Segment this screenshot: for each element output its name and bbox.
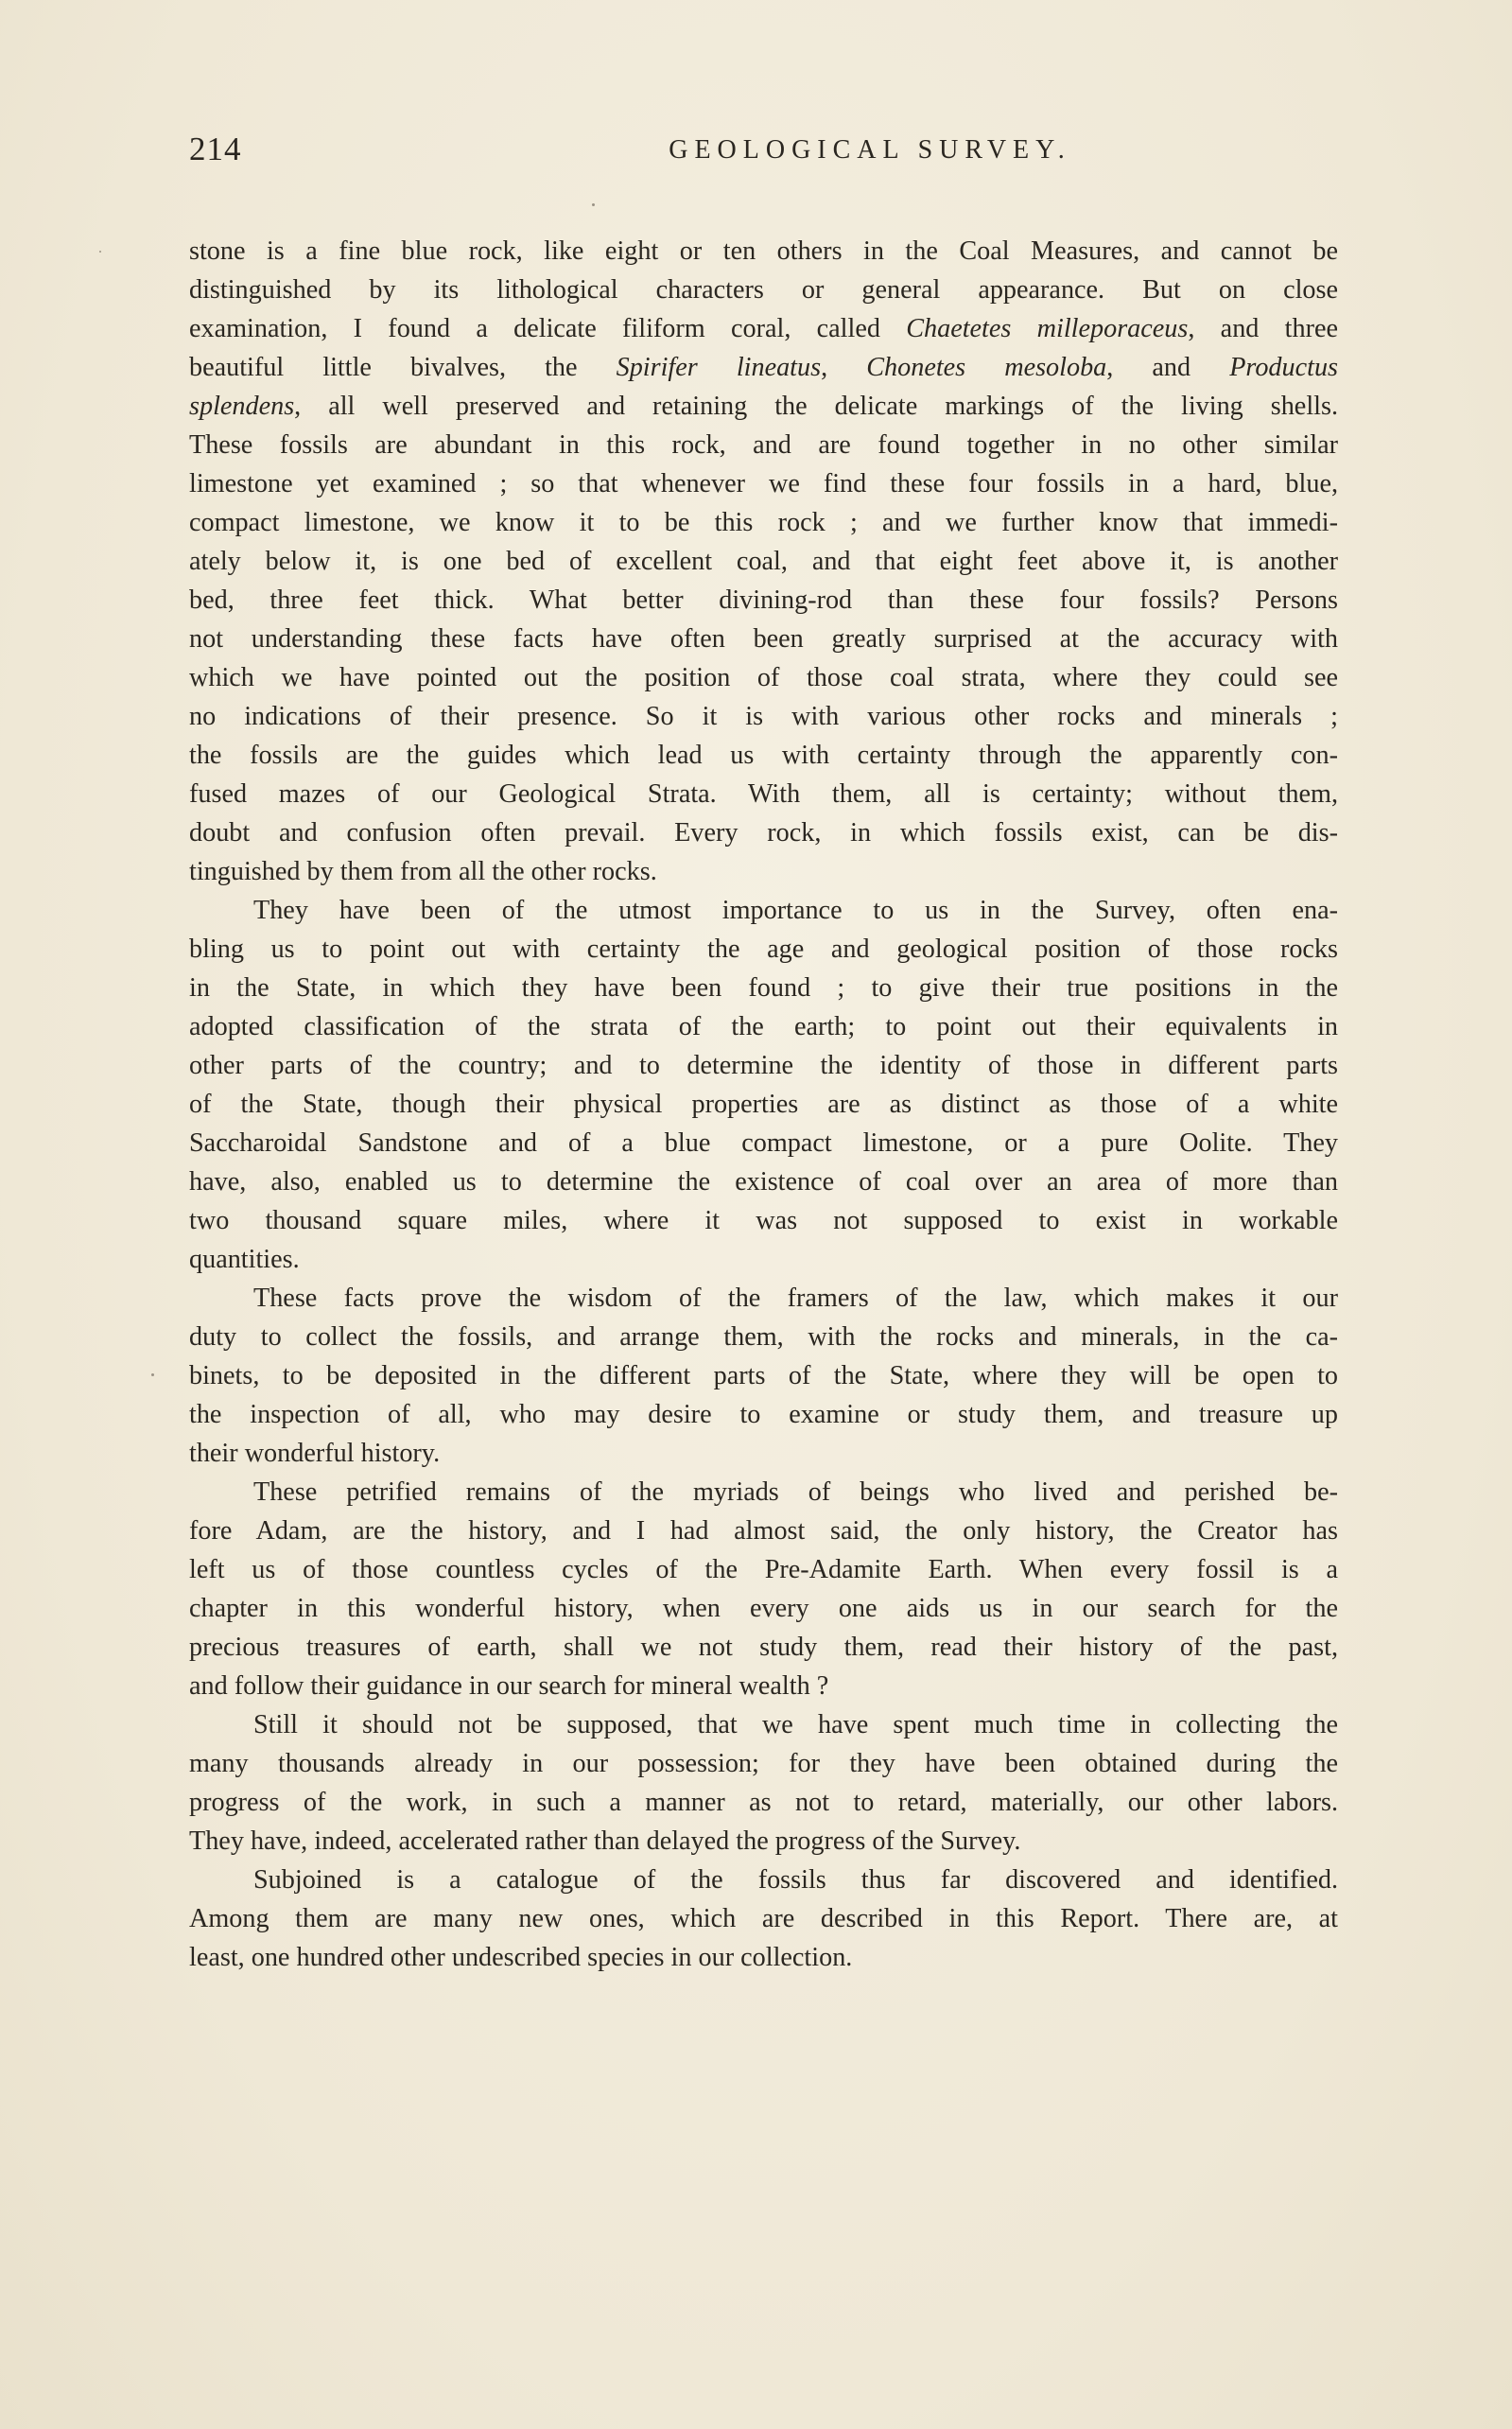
text-line: two thousand square miles, where it was not supposed to exist in workable (189, 1206, 1338, 1235)
text-line: examination, I found a delicate filiform coral, called Chaetetes milleporaceus, and three (189, 314, 1338, 343)
paragraph (189, 1861, 1338, 1977)
text-line: binets, to be deposited in the different parts of the State, where they will be open to (189, 1361, 1338, 1390)
text-line: compact limestone, we know it to be this rock ; and we further know that immedi- (189, 508, 1338, 537)
text-line: which we have pointed out the position of those coal strata, where they could see (189, 663, 1338, 692)
text-line: the fossils are the guides which lead us with certainty through the apparently con- (189, 741, 1338, 770)
text-line: quantities. (189, 1245, 300, 1274)
text-line: other parts of the country; and to determine the identity of those in different parts (189, 1051, 1338, 1080)
text-line: and follow their guidance in our search for mineral wealth ? (189, 1671, 829, 1701)
text-line: Subjoined is a catalogue of the fossils thus far discovered and identified. (253, 1865, 1338, 1895)
text-line: fused mazes of our Geological Strata. With them, all is certainty; without them, (189, 779, 1338, 809)
text-line: doubt and confusion often prevail. Every rock, in which fossils exist, can be dis- (189, 818, 1338, 848)
text-line: distinguished by its lithological characters or general appearance. But on close (189, 275, 1338, 305)
text-line: They have been of the utmost importance to us in the Survey, often ena- (253, 896, 1338, 925)
text-line: They have, indeed, accelerated rather than delayed the progress of the Survey. (189, 1826, 1021, 1856)
text-line: bling us to point out with certainty the age and geological position of those rocks (189, 935, 1338, 964)
text-line: adopted classification of the strata of the earth; to point out their equivalents in (189, 1012, 1338, 1041)
text-line: many thousands already in our possession; for they have been obtained during the (189, 1749, 1338, 1778)
text-line: fore Adam, are the history, and I had almost said, the only history, the Creator has (189, 1516, 1338, 1546)
text-line: splendens, all well preserved and retaining the delicate markings of the living shells. (189, 392, 1338, 421)
text-line: of the State, though their physical properties are as distinct as those of a white (189, 1090, 1338, 1119)
text-line: These fossils are abundant in this rock, and are found together in no other similar (189, 430, 1338, 460)
paragraph (189, 1705, 1338, 1861)
text-line: their wonderful history. (189, 1439, 441, 1468)
text-line: Saccharoidal Sandstone and of a blue compact limestone, or a pure Oolite. They (189, 1128, 1338, 1158)
text-line: precious treasures of earth, shall we not study them, read their history of the past, (189, 1633, 1338, 1662)
text-line: no indications of their presence. So it is with various other rocks and minerals ; (189, 702, 1338, 731)
text-line: beautiful little bivalves, the Spirifer lineatus, Chonetes mesoloba, and Productus (189, 353, 1339, 382)
body-text (189, 232, 1338, 1977)
text-line: stone is a fine blue rock, like eight or ten others in the Coal Measures, and cannot be (189, 236, 1338, 266)
paragraph (189, 891, 1338, 1279)
running-head (189, 131, 1338, 178)
text-line: limestone yet examined ; so that whenever we find these four fossils in a hard, blue, (189, 469, 1338, 498)
text-line: chapter in this wonderful history, when every one aids us in our search for the (189, 1594, 1338, 1623)
text-line: left us of those countless cycles of the Pre-Adamite Earth. When every fossil is a (189, 1555, 1338, 1584)
paragraph (189, 232, 1338, 891)
text-line: in the State, in which they have been found ; to give their true positions in the (189, 973, 1338, 1003)
text-line: These facts prove the wisdom of the framers of the law, which makes it our (253, 1284, 1338, 1313)
text-line: ately below it, is one bed of excellent coal, and that eight feet above it, is another (189, 547, 1338, 576)
text-line: These petrified remains of the myriads of beings who lived and perished be- (253, 1477, 1338, 1507)
header-title: GEOLOGICAL SURVEY. (669, 135, 1071, 165)
text-line: not understanding these facts have often been greatly surprised at the accuracy with (189, 624, 1338, 654)
text-line: Still it should not be supposed, that we have spent much time in collecting the (253, 1710, 1338, 1739)
text-line: have, also, enabled us to determine the existence of coal over an area of more than (189, 1167, 1338, 1197)
text-line: duty to collect the fossils, and arrange them, with the rocks and minerals, in the ca- (189, 1322, 1338, 1352)
paper-speck (99, 251, 101, 253)
paragraph (189, 1279, 1338, 1473)
text-line: least, one hundred other undescribed species in our collection. (189, 1943, 853, 1972)
text-line: progress of the work, in such a manner as not to retard, materially, our other labors. (189, 1788, 1338, 1817)
paper-speck (151, 1373, 154, 1376)
paper-speck (592, 203, 595, 206)
page-number: 214 (189, 131, 242, 167)
text-line: Among them are many new ones, which are described in this Report. There are, at (189, 1904, 1338, 1933)
text-line: the inspection of all, who may desire to examine or study them, and treasure up (189, 1400, 1338, 1429)
paragraph (189, 1473, 1338, 1705)
text-line: bed, three feet thick. What better divining-rod than these four fossils? Persons (189, 585, 1338, 615)
text-line: tinguished by them from all the other rocks. (189, 857, 657, 886)
